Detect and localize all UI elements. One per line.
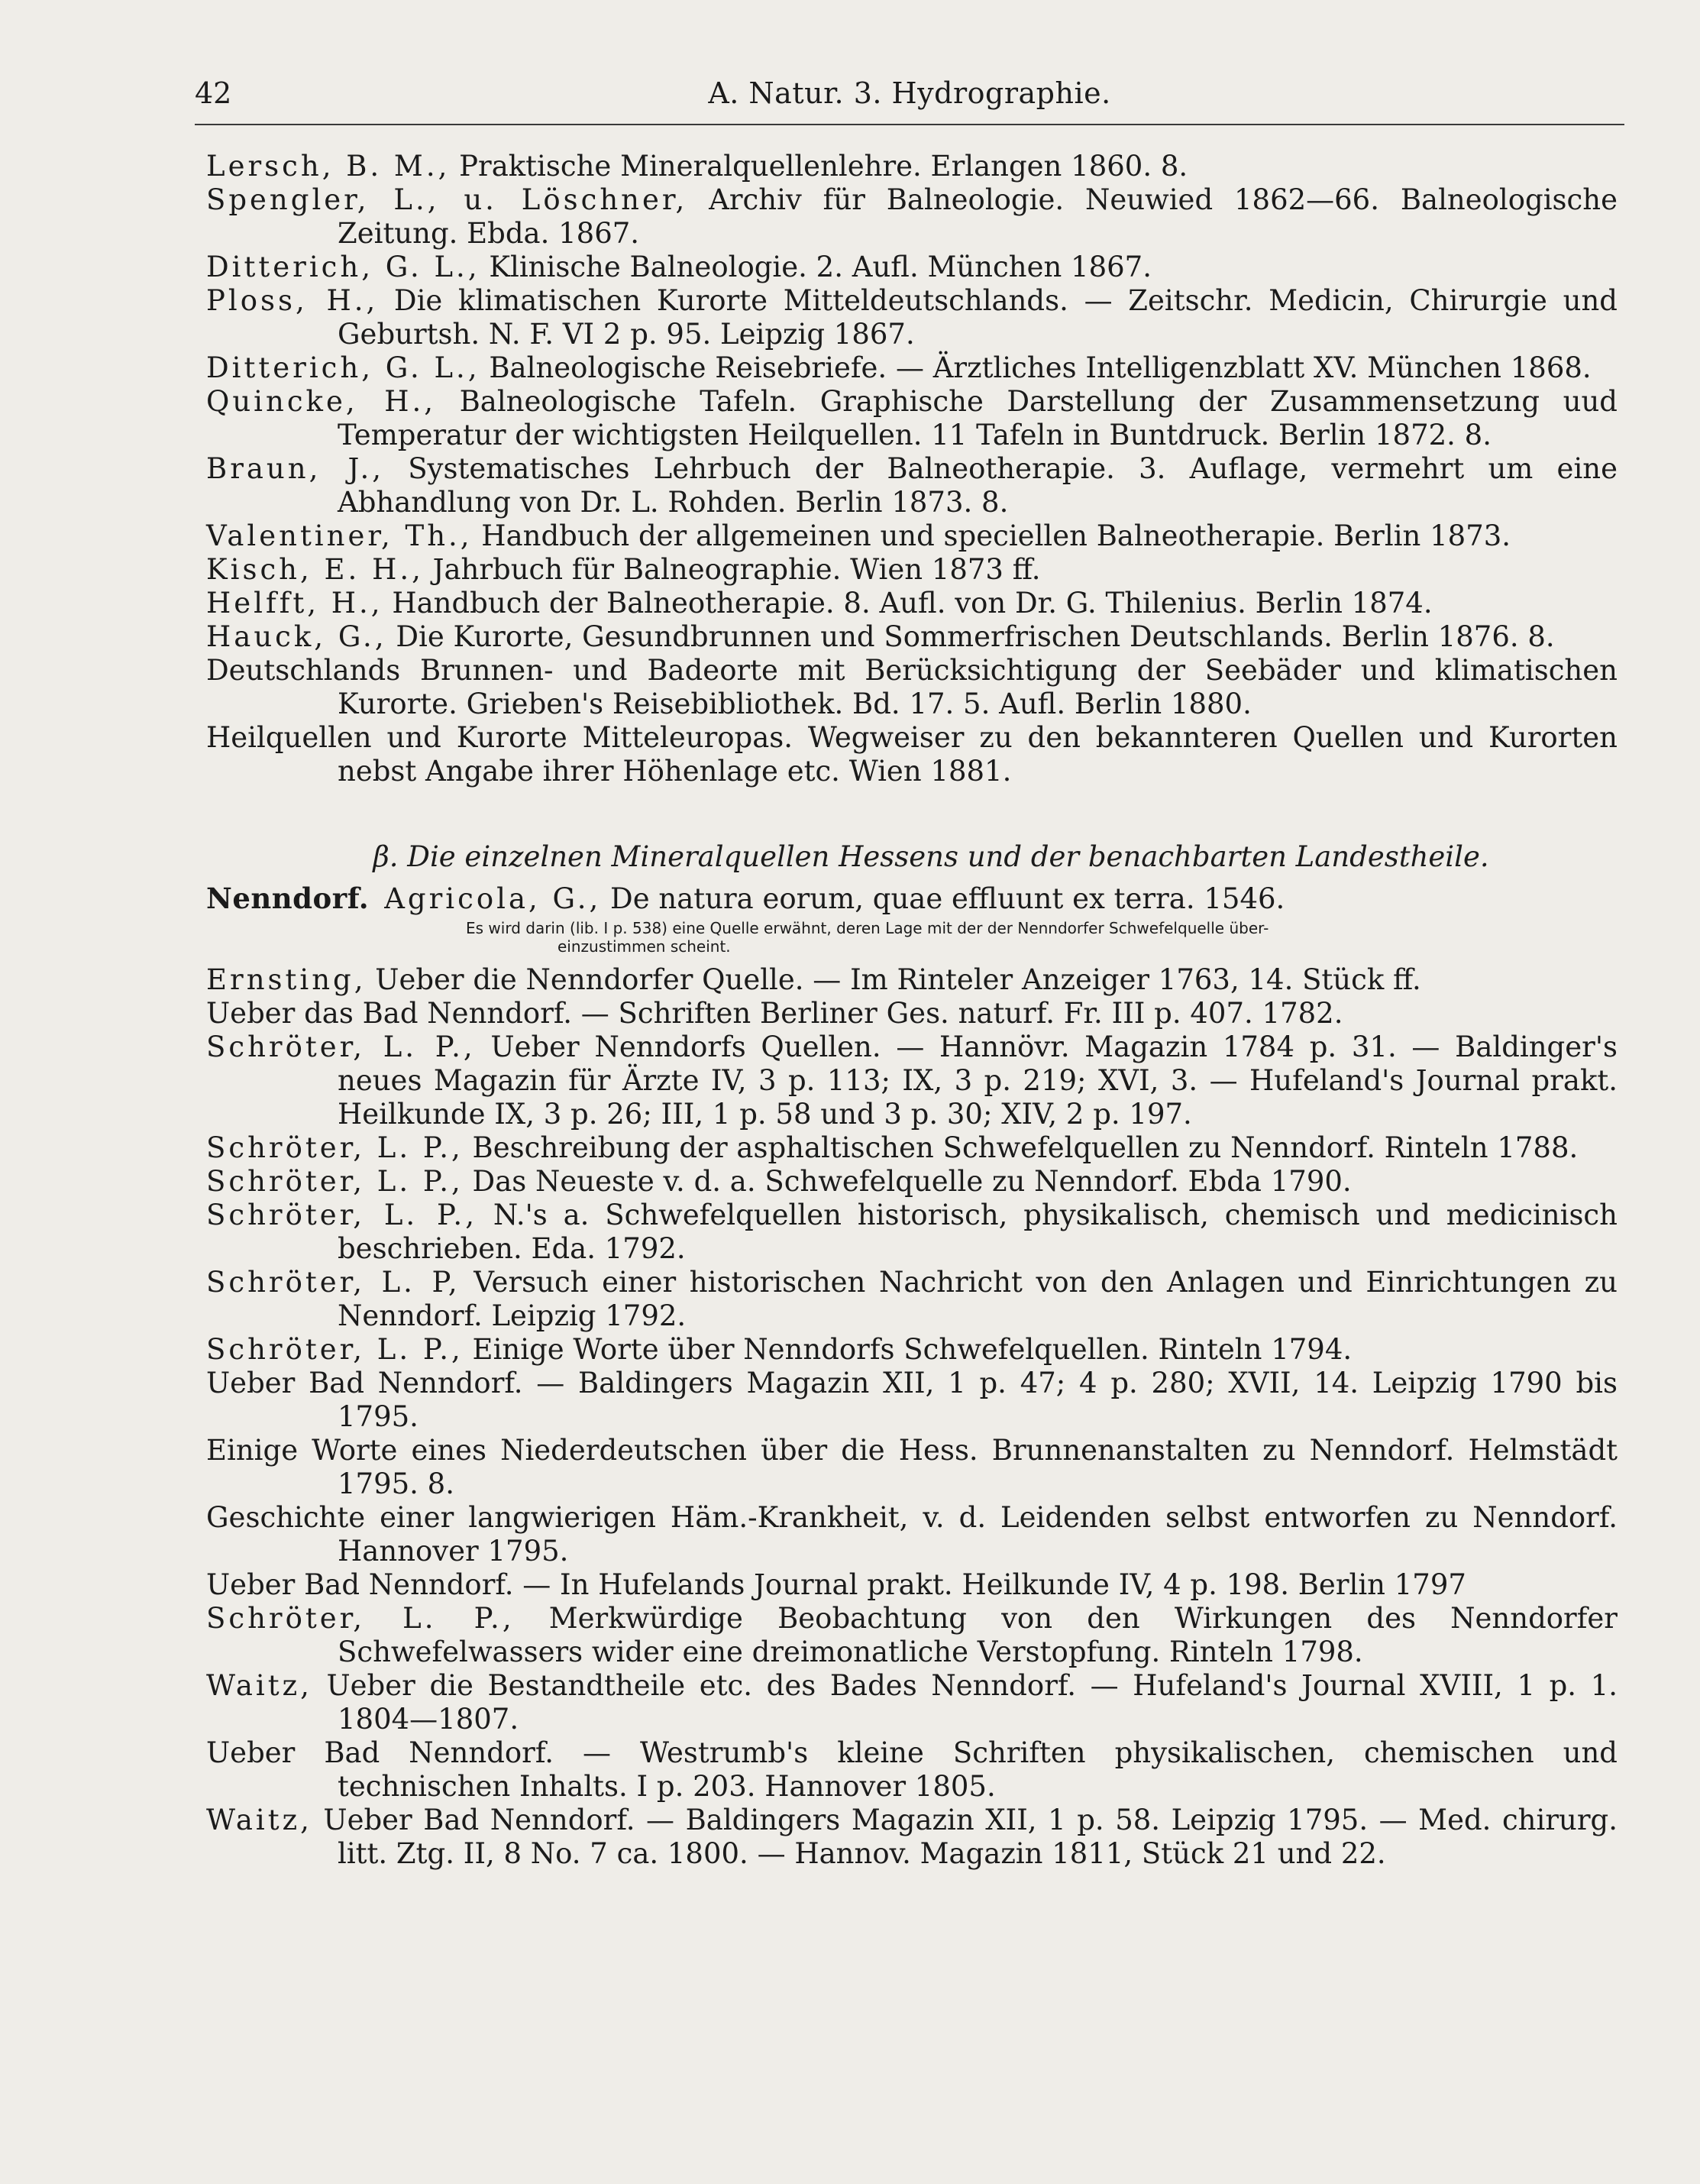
running-head <box>195 76 1624 122</box>
bibliography-entry <box>206 1031 1618 1131</box>
bibliography-entry <box>206 1333 1618 1367</box>
entry-author: Valentiner, Th., <box>206 519 473 552</box>
bibliography-entry <box>206 997 1618 1031</box>
entry-author: Waitz, <box>206 1669 312 1702</box>
bibliography-entry <box>206 654 1618 721</box>
entry-text: Die Kurorte, Gesundbrunnen und Sommerfrischen Deutschlands. Berlin 1876. 8. <box>386 620 1555 653</box>
entry-text: Merkwürdige Beobachtung von den Wirkungen des Nenndorfer Schwefelwassers wider eine dreimonatliche Verstopfung. Rinteln 1798. <box>338 1602 1618 1668</box>
entry-author: Schröter, L. P., <box>206 1333 464 1366</box>
bibliography-entry <box>206 1736 1618 1804</box>
entry-text: Geschichte einer langwierigen Häm.-Krankheit, v. d. Leidenden selbst entworfen zu Nenndorf. Hannover 1795. <box>206 1501 1618 1568</box>
entry-author: Waitz, <box>206 1804 312 1836</box>
bibliography-entry <box>206 1199 1618 1266</box>
entry-text: Ueber die Bestandtheile etc. des Bades Nenndorf. — Hufeland's Journal XVIII, 1 p. 1. 1804—1807. <box>312 1669 1618 1736</box>
entry-text: Ueber Bad Nenndorf. — Baldingers Magazin XII, 1 p. 58. Leipzig 1795. — Med. chirurg. litt. Ztg. II, 8 No. 7 ca. 1800. — Hannov. Magazin 1811, Stück 21 und 22. <box>312 1804 1618 1870</box>
bibliography-entry <box>206 620 1618 654</box>
entry-author: Schröter, L. P., <box>206 1131 464 1164</box>
bibliography-entry <box>206 452 1618 519</box>
section-heading: β. Die einzelnen Mineralquellen Hessens und der benachbarten Landestheile. <box>373 840 1489 873</box>
entry-text: Einige Worte eines Niederdeutschen über die Hess. Brunnenanstalten zu Nenndorf. Helmstädt 1795. 8. <box>206 1434 1618 1500</box>
entry-text: N.'s a. Schwefelquellen historisch, physikalisch, chemisch und medicinisch beschrieben. Eda. 1792. <box>338 1199 1618 1265</box>
bibliography-list-general <box>206 150 1618 788</box>
footnote-line: Es wird darin (lib. I p. 538) eine Quelle erwähnt, deren Lage mit der der Nenndorfer Schwefelquelle über- <box>466 919 1269 937</box>
entry-author: Schröter, L. P., <box>206 1199 477 1231</box>
entry-text: Ueber die Nenndorfer Quelle. — Im Rinteler Anzeiger 1763, 14. Stück ff. <box>366 963 1421 996</box>
entry-author: Ernsting, <box>206 963 367 996</box>
entry-text: Jahrbuch für Balneographie. Wien 1873 ff. <box>423 553 1041 586</box>
entry-author: Schröter, L. P., <box>206 1602 515 1635</box>
bibliography-entry <box>206 721 1618 788</box>
bibliography-entry <box>206 1568 1618 1602</box>
bibliography-entry <box>206 553 1618 587</box>
running-title: A. Natur. 3. Hydrographie. <box>708 76 1111 110</box>
bibliography-entry <box>206 251 1618 284</box>
bibliography-list-nenndorf <box>206 963 1618 1871</box>
bibliography-entry <box>206 963 1618 997</box>
entry-text: Praktische Mineralquellenlehre. Erlangen 1860. 8. <box>450 150 1188 183</box>
bibliography-entry <box>206 1804 1618 1871</box>
entry-text: Balneologische Reisebriefe. — Ärztliches Intelligenzblatt XV. München 1868. <box>480 351 1592 384</box>
entry-text: Archiv für Balneologie. Neuwied 1862—66. Balneologische Zeitung. Ebda. 1867. <box>338 183 1618 250</box>
bibliography-entry <box>206 385 1618 452</box>
entry-text: De natura eorum, quae effluunt ex terra. 1546. <box>601 882 1285 915</box>
entry-text: Ueber Bad Nenndorf. — Baldingers Magazin XII, 1 p. 47; 4 p. 280; XVII, 14. Leipzig 1790 bis 1795. <box>206 1367 1618 1433</box>
entry-text: Systematisches Lehrbuch der Balneotherapie. 3. Auflage, vermehrt um eine Abhandlung von Dr. L. Rohden. Berlin 1873. 8. <box>338 452 1618 519</box>
entry-author: Ditterich, G. L., <box>206 351 480 384</box>
nenndorf-agricola-entry <box>206 882 1618 916</box>
bibliography <box>206 150 1618 1871</box>
bibliography-entry <box>206 1131 1618 1165</box>
entry-author: Schröter, L. P., <box>206 1165 464 1198</box>
bibliography-entry <box>206 1501 1618 1568</box>
entry-author: Spengler, L., u. Löschner, <box>206 183 688 216</box>
entry-text: Das Neueste v. d. a. Schwefelquelle zu Nenndorf. Ebda 1790. <box>463 1165 1352 1198</box>
entry-text: Die klimatischen Kurorte Mitteldeutschlands. — Zeitschr. Medicin, Chirurgie und Geburtsh. N. F. VI 2 p. 95. Leipzig 1867. <box>338 284 1618 351</box>
entry-author: Schröter, L. P., <box>206 1031 476 1063</box>
entry-text: Balneologische Tafeln. Graphische Darstellung der Zusammensetzung uud Temperatur der wichtigsten Heilquellen. 11 Tafeln in Buntdruck. Berlin 1872. 8. <box>338 385 1618 451</box>
bibliography-entry <box>206 1669 1618 1736</box>
entry-text: Beschreibung der asphaltischen Schwefelquellen zu Nenndorf. Rinteln 1788. <box>463 1131 1579 1164</box>
bibliography-entry <box>206 1434 1618 1501</box>
entry-author: Lersch, B. M., <box>206 150 451 183</box>
entry-author: Schröter, L. P, <box>206 1266 461 1299</box>
bibliography-entry <box>206 284 1618 351</box>
entry-text: Deutschlands Brunnen- und Badeorte mit Berücksichtigung der Seebäder und klimatischen Kurorte. Grieben's Reisebibliothek. Bd. 17. 5. Aufl. Berlin 1880. <box>206 654 1618 720</box>
bibliography-entry <box>206 587 1618 620</box>
header-rule <box>195 124 1624 125</box>
entry-text: Heilquellen und Kurorte Mitteleuropas. Wegweiser zu den bekannteren Quellen und Kurorten nebst Angabe ihrer Höhenlage etc. Wien 1881. <box>206 721 1618 788</box>
bibliography-entry <box>206 1367 1618 1434</box>
entry-text: Ueber Bad Nenndorf. — Westrumb's kleine Schriften physikalischen, chemischen und technischen Inhalts. I p. 203. Hannover 1805. <box>206 1736 1618 1803</box>
entry-author: Hauck, G., <box>206 620 387 653</box>
bibliography-entry <box>206 1602 1618 1669</box>
bibliography-entry <box>206 351 1618 385</box>
bibliography-entry <box>206 1165 1618 1199</box>
entry-author: Braun, J., <box>206 452 385 485</box>
bibliography-entry <box>206 1266 1618 1333</box>
entry-author: Ploss, H., <box>206 284 379 317</box>
entry-text: Versuch einer historischen Nachricht von den Anlagen und Einrichtungen zu Nenndorf. Leipzig 1792. <box>338 1266 1618 1332</box>
entry-text: Einige Worte über Nenndorfs Schwefelquellen. Rinteln 1794. <box>463 1333 1353 1366</box>
entry-text: Handbuch der allgemeinen und speciellen Balneotherapie. Berlin 1873. <box>472 519 1511 552</box>
entry-text: Ueber Nenndorfs Quellen. — Hannövr. Magazin 1784 p. 31. — Baldinger's neues Magazin für Ärzte IV, 3 p. 113; IX, 3 p. 219; XVI, 3. — Hufeland's Journal prakt. Heilkunde IX, 3 p. 26; III, 1 p. 58 und 3 p. 30; XIV, 2 p. 197. <box>338 1031 1618 1131</box>
page-number: 42 <box>195 76 232 110</box>
bibliography-entry <box>206 519 1618 553</box>
footnote-line: einzustimmen scheint. <box>558 937 731 956</box>
place-heading: Nenndorf. <box>206 882 370 915</box>
entry-text: Ueber das Bad Nenndorf. — Schriften Berliner Ges. naturf. Fr. III p. 407. 1782. <box>206 997 1343 1030</box>
entry-text: Klinische Balneologie. 2. Aufl. München 1867. <box>480 251 1152 283</box>
entry-text: Ueber Bad Nenndorf. — In Hufelands Journal prakt. Heilkunde IV, 4 p. 198. Berlin 1797 <box>206 1568 1466 1601</box>
bibliography-entry <box>206 150 1618 183</box>
entry-author: Kisch, E. H., <box>206 553 424 586</box>
entry-author: Quincke, H., <box>206 385 436 418</box>
entry-author: Ditterich, G. L., <box>206 251 480 283</box>
entry-text: Handbuch der Balneotherapie. 8. Aufl. von Dr. G. Thilenius. Berlin 1874. <box>383 587 1433 620</box>
entry-author: Agricola, G., <box>384 882 602 915</box>
bibliography-entry <box>206 183 1618 251</box>
entry-author: Helfft, H., <box>206 587 383 620</box>
footnote <box>206 919 1618 956</box>
